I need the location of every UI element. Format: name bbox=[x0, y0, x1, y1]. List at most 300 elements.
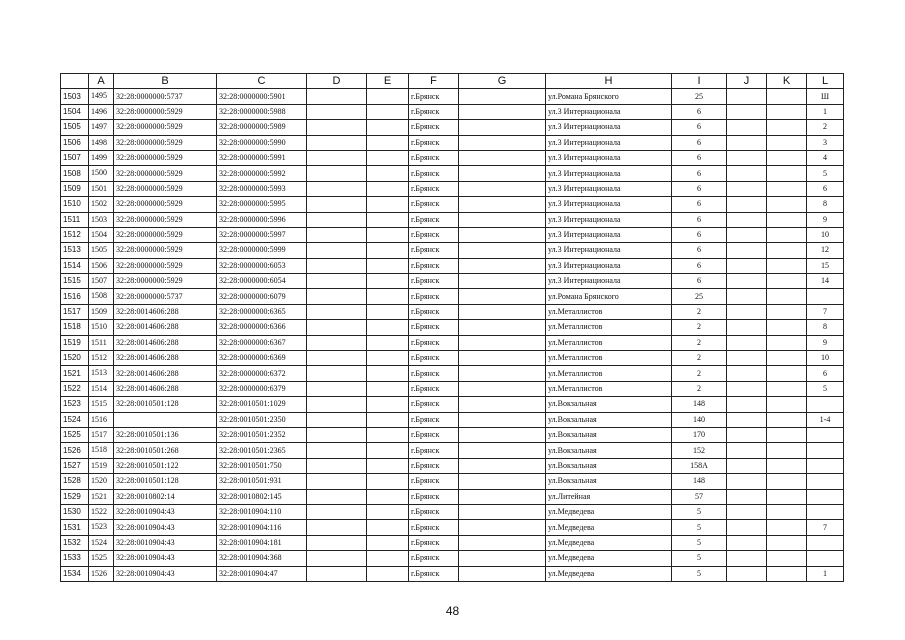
cell-col-j[interactable] bbox=[727, 197, 767, 212]
cell-col-g[interactable] bbox=[459, 474, 546, 489]
cell-col-e[interactable] bbox=[367, 351, 409, 366]
cell-col-e[interactable] bbox=[367, 474, 409, 489]
cell-col-f[interactable]: г.Брянск bbox=[409, 443, 459, 458]
cell-col-a[interactable]: 1521 bbox=[89, 489, 114, 504]
cell-col-e[interactable] bbox=[367, 504, 409, 519]
cell-col-a[interactable]: 1501 bbox=[89, 181, 114, 196]
cell-col-a[interactable]: 1524 bbox=[89, 535, 114, 550]
cell-col-j[interactable] bbox=[727, 520, 767, 535]
cell-col-d[interactable] bbox=[307, 104, 367, 119]
cell-col-d[interactable] bbox=[307, 320, 367, 335]
cell-col-h[interactable]: ул.Металлистов bbox=[546, 351, 672, 366]
cell-col-i[interactable]: 2 bbox=[672, 320, 727, 335]
cell-col-g[interactable] bbox=[459, 304, 546, 319]
column-header-col-h[interactable]: H bbox=[546, 74, 672, 89]
cell-col-k[interactable] bbox=[767, 427, 807, 442]
cell-col-l[interactable]: 10 bbox=[807, 227, 844, 242]
cell-col-k[interactable] bbox=[767, 304, 807, 319]
cell-col-d[interactable] bbox=[307, 412, 367, 427]
cell-col-h[interactable]: ул.3 Интернационала bbox=[546, 212, 672, 227]
cell-col-c[interactable]: 32:28:0000000:5997 bbox=[217, 227, 307, 242]
cell-col-b[interactable]: 32:28:0010904:43 bbox=[114, 520, 217, 535]
cell-col-a[interactable]: 1510 bbox=[89, 320, 114, 335]
cell-col-j[interactable] bbox=[727, 150, 767, 165]
cell-col-e[interactable] bbox=[367, 150, 409, 165]
cell-col-k[interactable] bbox=[767, 135, 807, 150]
cell-col-d[interactable] bbox=[307, 258, 367, 273]
cell-row-number[interactable]: 1519 bbox=[61, 335, 89, 350]
cell-col-a[interactable]: 1522 bbox=[89, 504, 114, 519]
cell-col-f[interactable]: г.Брянск bbox=[409, 304, 459, 319]
cell-col-j[interactable] bbox=[727, 212, 767, 227]
cell-col-l[interactable] bbox=[807, 504, 844, 519]
cell-row-number[interactable]: 1509 bbox=[61, 181, 89, 196]
cell-col-h[interactable]: ул.Металлистов bbox=[546, 335, 672, 350]
cell-col-j[interactable] bbox=[727, 412, 767, 427]
cell-col-e[interactable] bbox=[367, 304, 409, 319]
cell-col-f[interactable]: г.Брянск bbox=[409, 427, 459, 442]
cell-col-l[interactable]: 5 bbox=[807, 381, 844, 396]
cell-row-number[interactable]: 1517 bbox=[61, 304, 89, 319]
cell-col-a[interactable]: 1499 bbox=[89, 150, 114, 165]
cell-col-e[interactable] bbox=[367, 181, 409, 196]
cell-col-f[interactable]: г.Брянск bbox=[409, 351, 459, 366]
cell-col-b[interactable]: 32:28:0000000:5929 bbox=[114, 166, 217, 181]
cell-col-h[interactable]: ул.3 Интернационала bbox=[546, 135, 672, 150]
cell-col-a[interactable]: 1502 bbox=[89, 197, 114, 212]
cell-col-l[interactable] bbox=[807, 551, 844, 566]
cell-col-j[interactable] bbox=[727, 443, 767, 458]
cell-col-c[interactable]: 32:28:0000000:6379 bbox=[217, 381, 307, 396]
cell-col-d[interactable] bbox=[307, 551, 367, 566]
cell-col-f[interactable]: г.Брянск bbox=[409, 181, 459, 196]
cell-col-k[interactable] bbox=[767, 520, 807, 535]
cell-col-e[interactable] bbox=[367, 212, 409, 227]
cell-row-number[interactable]: 1504 bbox=[61, 104, 89, 119]
cell-col-h[interactable]: ул.Медведева bbox=[546, 535, 672, 550]
cell-col-k[interactable] bbox=[767, 335, 807, 350]
cell-col-i[interactable]: 2 bbox=[672, 381, 727, 396]
cell-col-k[interactable] bbox=[767, 551, 807, 566]
cell-col-e[interactable] bbox=[367, 320, 409, 335]
cell-col-g[interactable] bbox=[459, 443, 546, 458]
cell-col-d[interactable] bbox=[307, 443, 367, 458]
cell-row-number[interactable]: 1534 bbox=[61, 566, 89, 581]
cell-col-f[interactable]: г.Брянск bbox=[409, 150, 459, 165]
cell-col-d[interactable] bbox=[307, 366, 367, 381]
cell-col-k[interactable] bbox=[767, 412, 807, 427]
cell-col-e[interactable] bbox=[367, 551, 409, 566]
cell-col-i[interactable]: 6 bbox=[672, 258, 727, 273]
cell-col-g[interactable] bbox=[459, 489, 546, 504]
cell-col-h[interactable]: ул.Вокзальная bbox=[546, 427, 672, 442]
cell-col-i[interactable]: 2 bbox=[672, 335, 727, 350]
cell-col-j[interactable] bbox=[727, 274, 767, 289]
cell-col-k[interactable] bbox=[767, 351, 807, 366]
cell-col-a[interactable]: 1513 bbox=[89, 366, 114, 381]
cell-col-g[interactable] bbox=[459, 289, 546, 304]
cell-col-g[interactable] bbox=[459, 120, 546, 135]
cell-col-c[interactable]: 32:28:0010501:750 bbox=[217, 458, 307, 473]
cell-col-c[interactable]: 32:28:0010501:931 bbox=[217, 474, 307, 489]
cell-col-d[interactable] bbox=[307, 135, 367, 150]
cell-col-c[interactable]: 32:28:0000000:5993 bbox=[217, 181, 307, 196]
cell-col-g[interactable] bbox=[459, 351, 546, 366]
cell-col-j[interactable] bbox=[727, 104, 767, 119]
cell-col-d[interactable] bbox=[307, 535, 367, 550]
cell-col-l[interactable]: 1 bbox=[807, 104, 844, 119]
cell-col-k[interactable] bbox=[767, 474, 807, 489]
cell-col-a[interactable]: 1508 bbox=[89, 289, 114, 304]
column-header-col-a[interactable]: A bbox=[89, 74, 114, 89]
cell-row-number[interactable]: 1526 bbox=[61, 443, 89, 458]
cell-row-number[interactable]: 1516 bbox=[61, 289, 89, 304]
cell-col-d[interactable] bbox=[307, 289, 367, 304]
cell-col-a[interactable]: 1526 bbox=[89, 566, 114, 581]
cell-col-a[interactable]: 1509 bbox=[89, 304, 114, 319]
cell-col-b[interactable]: 32:28:0014606:288 bbox=[114, 335, 217, 350]
cell-col-c[interactable]: 32:28:0000000:5990 bbox=[217, 135, 307, 150]
cell-col-h[interactable]: ул.Металлистов bbox=[546, 320, 672, 335]
cell-col-l[interactable]: 7 bbox=[807, 520, 844, 535]
cell-col-l[interactable]: 2 bbox=[807, 120, 844, 135]
cell-col-e[interactable] bbox=[367, 135, 409, 150]
cell-col-d[interactable] bbox=[307, 212, 367, 227]
cell-col-k[interactable] bbox=[767, 120, 807, 135]
cell-col-b[interactable]: 32:28:0010904:43 bbox=[114, 535, 217, 550]
cell-col-e[interactable] bbox=[367, 489, 409, 504]
cell-col-c[interactable]: 32:28:0000000:6079 bbox=[217, 289, 307, 304]
cell-col-h[interactable]: ул.Медведева bbox=[546, 566, 672, 581]
cell-row-number[interactable]: 1530 bbox=[61, 504, 89, 519]
cell-col-h[interactable]: ул.3 Интернационала bbox=[546, 274, 672, 289]
cell-col-c[interactable]: 32:28:0010501:2350 bbox=[217, 412, 307, 427]
cell-row-number[interactable]: 1524 bbox=[61, 412, 89, 427]
cell-col-l[interactable]: Ш bbox=[807, 89, 844, 104]
cell-col-i[interactable]: 6 bbox=[672, 274, 727, 289]
cell-col-l[interactable]: 1 bbox=[807, 566, 844, 581]
cell-row-number[interactable]: 1511 bbox=[61, 212, 89, 227]
cell-col-c[interactable]: 32:28:0000000:6366 bbox=[217, 320, 307, 335]
cell-col-b[interactable]: 32:28:0010501:136 bbox=[114, 427, 217, 442]
cell-col-k[interactable] bbox=[767, 443, 807, 458]
cell-col-h[interactable]: ул.Романа Брянского bbox=[546, 289, 672, 304]
cell-col-i[interactable]: 158А bbox=[672, 458, 727, 473]
cell-col-d[interactable] bbox=[307, 520, 367, 535]
cell-col-a[interactable]: 1496 bbox=[89, 104, 114, 119]
cell-col-l[interactable]: 14 bbox=[807, 274, 844, 289]
cell-col-i[interactable]: 6 bbox=[672, 150, 727, 165]
cell-col-a[interactable]: 1511 bbox=[89, 335, 114, 350]
cell-col-h[interactable]: ул.Металлистов bbox=[546, 366, 672, 381]
cell-col-i[interactable]: 5 bbox=[672, 520, 727, 535]
cell-col-j[interactable] bbox=[727, 227, 767, 242]
cell-col-i[interactable]: 148 bbox=[672, 397, 727, 412]
cell-col-l[interactable]: 7 bbox=[807, 304, 844, 319]
cell-col-i[interactable]: 148 bbox=[672, 474, 727, 489]
cell-col-g[interactable] bbox=[459, 104, 546, 119]
cell-col-d[interactable] bbox=[307, 120, 367, 135]
cell-col-f[interactable]: г.Брянск bbox=[409, 551, 459, 566]
cell-col-g[interactable] bbox=[459, 427, 546, 442]
cell-col-g[interactable] bbox=[459, 181, 546, 196]
cell-col-c[interactable]: 32:28:0000000:6053 bbox=[217, 258, 307, 273]
cell-col-i[interactable]: 6 bbox=[672, 120, 727, 135]
cell-col-g[interactable] bbox=[459, 551, 546, 566]
cell-col-k[interactable] bbox=[767, 104, 807, 119]
cell-col-j[interactable] bbox=[727, 166, 767, 181]
cell-col-g[interactable] bbox=[459, 504, 546, 519]
cell-col-e[interactable] bbox=[367, 89, 409, 104]
cell-row-number[interactable]: 1531 bbox=[61, 520, 89, 535]
cell-col-i[interactable]: 25 bbox=[672, 289, 727, 304]
cell-col-h[interactable]: ул.Медведева bbox=[546, 520, 672, 535]
cell-col-d[interactable] bbox=[307, 335, 367, 350]
cell-col-f[interactable]: г.Брянск bbox=[409, 412, 459, 427]
cell-col-j[interactable] bbox=[727, 289, 767, 304]
cell-col-e[interactable] bbox=[367, 166, 409, 181]
cell-col-i[interactable]: 152 bbox=[672, 443, 727, 458]
column-header-col-e[interactable]: E bbox=[367, 74, 409, 89]
cell-col-k[interactable] bbox=[767, 320, 807, 335]
cell-col-c[interactable]: 32:28:0000000:5901 bbox=[217, 89, 307, 104]
cell-row-number[interactable]: 1520 bbox=[61, 351, 89, 366]
cell-row-number[interactable]: 1533 bbox=[61, 551, 89, 566]
cell-col-l[interactable] bbox=[807, 535, 844, 550]
cell-col-j[interactable] bbox=[727, 397, 767, 412]
cell-col-g[interactable] bbox=[459, 366, 546, 381]
cell-col-e[interactable] bbox=[367, 412, 409, 427]
cell-col-g[interactable] bbox=[459, 212, 546, 227]
cell-col-a[interactable]: 1514 bbox=[89, 381, 114, 396]
cell-col-h[interactable]: ул.Литейная bbox=[546, 489, 672, 504]
cell-col-f[interactable]: г.Брянск bbox=[409, 535, 459, 550]
cell-col-g[interactable] bbox=[459, 258, 546, 273]
cell-col-l[interactable] bbox=[807, 458, 844, 473]
cell-col-i[interactable]: 6 bbox=[672, 181, 727, 196]
cell-col-f[interactable]: г.Брянск bbox=[409, 104, 459, 119]
cell-col-i[interactable]: 5 bbox=[672, 551, 727, 566]
cell-col-c[interactable]: 32:28:0000000:6369 bbox=[217, 351, 307, 366]
cell-col-h[interactable]: ул.Металлистов bbox=[546, 381, 672, 396]
cell-col-c[interactable]: 32:28:0010904:181 bbox=[217, 535, 307, 550]
cell-col-k[interactable] bbox=[767, 212, 807, 227]
cell-col-g[interactable] bbox=[459, 274, 546, 289]
cell-col-a[interactable]: 1523 bbox=[89, 520, 114, 535]
cell-col-a[interactable]: 1506 bbox=[89, 258, 114, 273]
cell-col-j[interactable] bbox=[727, 551, 767, 566]
cell-col-c[interactable]: 32:28:0010802:145 bbox=[217, 489, 307, 504]
column-header-row-number[interactable] bbox=[61, 74, 89, 89]
cell-col-b[interactable]: 32:28:0010904:43 bbox=[114, 551, 217, 566]
cell-col-b[interactable]: 32:28:0000000:5929 bbox=[114, 197, 217, 212]
cell-col-b[interactable]: 32:28:0010802:14 bbox=[114, 489, 217, 504]
cell-col-k[interactable] bbox=[767, 381, 807, 396]
cell-col-a[interactable]: 1500 bbox=[89, 166, 114, 181]
cell-col-h[interactable]: ул.Вокзальная bbox=[546, 412, 672, 427]
cell-col-f[interactable]: г.Брянск bbox=[409, 381, 459, 396]
cell-col-l[interactable] bbox=[807, 443, 844, 458]
cell-col-d[interactable] bbox=[307, 458, 367, 473]
cell-row-number[interactable]: 1505 bbox=[61, 120, 89, 135]
cell-col-f[interactable]: г.Брянск bbox=[409, 474, 459, 489]
cell-col-d[interactable] bbox=[307, 381, 367, 396]
cell-col-c[interactable]: 32:28:0000000:6372 bbox=[217, 366, 307, 381]
cell-col-j[interactable] bbox=[727, 258, 767, 273]
cell-col-d[interactable] bbox=[307, 166, 367, 181]
cell-col-k[interactable] bbox=[767, 89, 807, 104]
cell-row-number[interactable]: 1528 bbox=[61, 474, 89, 489]
cell-col-i[interactable]: 6 bbox=[672, 197, 727, 212]
cell-col-k[interactable] bbox=[767, 504, 807, 519]
cell-col-a[interactable]: 1516 bbox=[89, 412, 114, 427]
cell-col-j[interactable] bbox=[727, 458, 767, 473]
cell-col-i[interactable]: 5 bbox=[672, 566, 727, 581]
cell-col-e[interactable] bbox=[367, 381, 409, 396]
cell-col-f[interactable]: г.Брянск bbox=[409, 212, 459, 227]
cell-col-i[interactable]: 6 bbox=[672, 243, 727, 258]
cell-row-number[interactable]: 1522 bbox=[61, 381, 89, 396]
cell-col-i[interactable]: 140 bbox=[672, 412, 727, 427]
cell-col-e[interactable] bbox=[367, 335, 409, 350]
cell-col-d[interactable] bbox=[307, 181, 367, 196]
cell-col-a[interactable]: 1498 bbox=[89, 135, 114, 150]
cell-col-k[interactable] bbox=[767, 166, 807, 181]
cell-col-d[interactable] bbox=[307, 150, 367, 165]
cell-col-h[interactable]: ул.Металлистов bbox=[546, 304, 672, 319]
cell-col-k[interactable] bbox=[767, 458, 807, 473]
cell-col-l[interactable]: 6 bbox=[807, 181, 844, 196]
cell-col-l[interactable] bbox=[807, 289, 844, 304]
cell-col-c[interactable]: 32:28:0000000:5995 bbox=[217, 197, 307, 212]
cell-col-i[interactable]: 5 bbox=[672, 504, 727, 519]
cell-col-j[interactable] bbox=[727, 181, 767, 196]
cell-col-f[interactable]: г.Брянск bbox=[409, 197, 459, 212]
cell-col-l[interactable] bbox=[807, 489, 844, 504]
cell-col-k[interactable] bbox=[767, 366, 807, 381]
cell-col-j[interactable] bbox=[727, 351, 767, 366]
cell-col-h[interactable]: ул.Вокзальная bbox=[546, 397, 672, 412]
cell-col-i[interactable]: 2 bbox=[672, 351, 727, 366]
cell-row-number[interactable]: 1512 bbox=[61, 227, 89, 242]
cell-col-l[interactable]: 15 bbox=[807, 258, 844, 273]
cell-col-c[interactable]: 32:28:0010904:47 bbox=[217, 566, 307, 581]
cell-col-k[interactable] bbox=[767, 566, 807, 581]
cell-col-j[interactable] bbox=[727, 474, 767, 489]
cell-col-f[interactable]: г.Брянск bbox=[409, 566, 459, 581]
cell-col-e[interactable] bbox=[367, 443, 409, 458]
cell-col-d[interactable] bbox=[307, 304, 367, 319]
cell-col-f[interactable]: г.Брянск bbox=[409, 335, 459, 350]
cell-col-c[interactable]: 32:28:0010501:1029 bbox=[217, 397, 307, 412]
cell-row-number[interactable]: 1510 bbox=[61, 197, 89, 212]
cell-col-e[interactable] bbox=[367, 243, 409, 258]
cell-col-e[interactable] bbox=[367, 120, 409, 135]
cell-col-e[interactable] bbox=[367, 274, 409, 289]
cell-row-number[interactable]: 1508 bbox=[61, 166, 89, 181]
cell-row-number[interactable]: 1521 bbox=[61, 366, 89, 381]
cell-col-k[interactable] bbox=[767, 227, 807, 242]
cell-col-b[interactable]: 32:28:0000000:5929 bbox=[114, 135, 217, 150]
cell-col-b[interactable]: 32:28:0000000:5929 bbox=[114, 227, 217, 242]
cell-col-f[interactable]: г.Брянск bbox=[409, 89, 459, 104]
cell-col-d[interactable] bbox=[307, 243, 367, 258]
cell-col-g[interactable] bbox=[459, 535, 546, 550]
cell-col-g[interactable] bbox=[459, 227, 546, 242]
cell-col-a[interactable]: 1515 bbox=[89, 397, 114, 412]
cell-col-d[interactable] bbox=[307, 197, 367, 212]
cell-col-d[interactable] bbox=[307, 274, 367, 289]
cell-col-c[interactable]: 32:28:0000000:6367 bbox=[217, 335, 307, 350]
cell-col-d[interactable] bbox=[307, 504, 367, 519]
cell-col-c[interactable]: 32:28:0000000:5988 bbox=[217, 104, 307, 119]
cell-col-g[interactable] bbox=[459, 397, 546, 412]
cell-col-b[interactable]: 32:28:0010904:43 bbox=[114, 504, 217, 519]
cell-col-b[interactable]: 32:28:0010501:122 bbox=[114, 458, 217, 473]
cell-col-g[interactable] bbox=[459, 412, 546, 427]
column-header-col-d[interactable]: D bbox=[307, 74, 367, 89]
cell-col-j[interactable] bbox=[727, 489, 767, 504]
column-header-col-c[interactable]: C bbox=[217, 74, 307, 89]
cell-col-a[interactable]: 1512 bbox=[89, 351, 114, 366]
cell-row-number[interactable]: 1532 bbox=[61, 535, 89, 550]
cell-col-j[interactable] bbox=[727, 381, 767, 396]
cell-row-number[interactable]: 1529 bbox=[61, 489, 89, 504]
cell-col-l[interactable]: 8 bbox=[807, 320, 844, 335]
cell-col-a[interactable]: 1503 bbox=[89, 212, 114, 227]
cell-col-k[interactable] bbox=[767, 258, 807, 273]
cell-col-b[interactable]: 32:28:0000000:5929 bbox=[114, 104, 217, 119]
cell-row-number[interactable]: 1514 bbox=[61, 258, 89, 273]
cell-col-b[interactable]: 32:28:0014606:288 bbox=[114, 320, 217, 335]
cell-col-h[interactable]: ул.Вокзальная bbox=[546, 443, 672, 458]
cell-col-l[interactable]: 12 bbox=[807, 243, 844, 258]
cell-col-k[interactable] bbox=[767, 289, 807, 304]
cell-col-h[interactable]: ул.3 Интернационала bbox=[546, 166, 672, 181]
cell-col-b[interactable]: 32:28:0000000:5929 bbox=[114, 258, 217, 273]
cell-col-a[interactable]: 1497 bbox=[89, 120, 114, 135]
cell-col-j[interactable] bbox=[727, 427, 767, 442]
cell-col-c[interactable]: 32:28:0000000:5999 bbox=[217, 243, 307, 258]
cell-col-i[interactable]: 6 bbox=[672, 104, 727, 119]
cell-row-number[interactable]: 1513 bbox=[61, 243, 89, 258]
cell-col-l[interactable]: 8 bbox=[807, 197, 844, 212]
cell-col-l[interactable]: 9 bbox=[807, 212, 844, 227]
cell-col-g[interactable] bbox=[459, 89, 546, 104]
cell-col-c[interactable]: 32:28:0000000:5992 bbox=[217, 166, 307, 181]
cell-col-a[interactable]: 1518 bbox=[89, 443, 114, 458]
cell-col-g[interactable] bbox=[459, 458, 546, 473]
cell-col-k[interactable] bbox=[767, 489, 807, 504]
cell-col-h[interactable]: ул.3 Интернационала bbox=[546, 227, 672, 242]
cell-col-f[interactable]: г.Брянск bbox=[409, 289, 459, 304]
cell-col-i[interactable]: 5 bbox=[672, 535, 727, 550]
cell-col-l[interactable]: 9 bbox=[807, 335, 844, 350]
cell-col-e[interactable] bbox=[367, 397, 409, 412]
cell-col-c[interactable]: 32:28:0000000:5991 bbox=[217, 150, 307, 165]
cell-col-j[interactable] bbox=[727, 535, 767, 550]
cell-col-g[interactable] bbox=[459, 566, 546, 581]
cell-col-e[interactable] bbox=[367, 104, 409, 119]
cell-col-g[interactable] bbox=[459, 243, 546, 258]
cell-col-k[interactable] bbox=[767, 274, 807, 289]
cell-col-k[interactable] bbox=[767, 197, 807, 212]
cell-col-k[interactable] bbox=[767, 535, 807, 550]
cell-col-k[interactable] bbox=[767, 181, 807, 196]
cell-col-j[interactable] bbox=[727, 335, 767, 350]
cell-col-f[interactable]: г.Брянск bbox=[409, 135, 459, 150]
cell-col-j[interactable] bbox=[727, 135, 767, 150]
